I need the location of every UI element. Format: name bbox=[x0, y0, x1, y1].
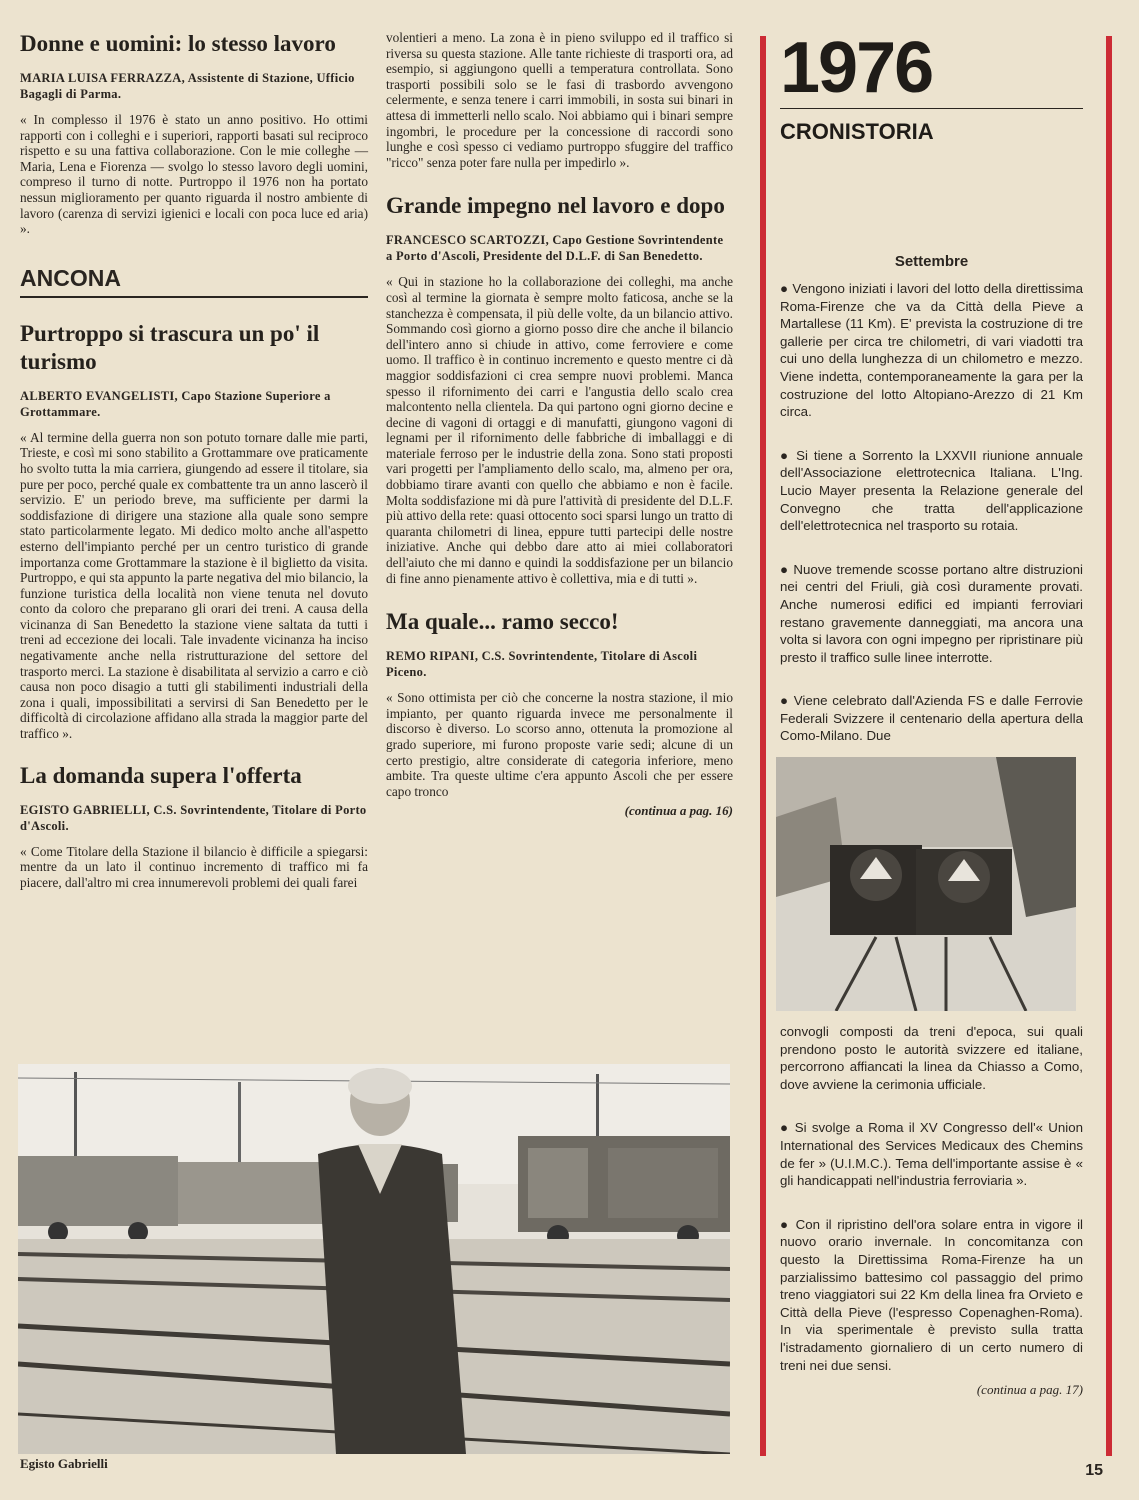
continued-note: (continua a pag. 16) bbox=[624, 803, 733, 819]
article-body: « Come Titolare della Stazione il bilancio è difficile a spiegarsi: mentre da un lato il continuo incremento di traffico mi fa piacere, dall'altro mi crea innumerevoli problemi dei quali farei bbox=[20, 843, 368, 890]
article-title: Purtroppo si trascura un po' il turismo bbox=[20, 320, 320, 374]
article-body: « In complesso il 1976 è stato un anno positivo. Ho ottimi rapporti con i colleghi e i superiori, rapporti basati sul reciproco rispetto e su una fattiva collaborazione. Con le mie colleghe — Maria, Lena e Fiorenza — svolgo lo stesso lavoro degli uomini, compreso il turno di notte. Purtroppo il 1976 non ha portato nessun miglioramento per quanto riguarda il nostro ambiente di lavoro (carenza di servizi igienici e locali con poca luce ed aria) ». bbox=[20, 112, 368, 237]
event-item: ● Con il ripristino dell'ora solare entra in vigore il nuovo orario invernale. In concomitanza con questo la Direttissima Roma-Firenze ha un parzialissimo battesimo col passaggio del primo treno viaggiatori sui 22 Km della linea fra Orvieto e Città della Pieve (l'espresso Copenaghen-Roma). In via sperimentale è previsto sulla tratta l'istradamento giornaliero di un certo numero di treni nei due sensi. bbox=[780, 1216, 1083, 1373]
article-byline: MARIA LUISA FERRAZZA, Assistente di Stazione, Ufficio Bagagli di Parma. bbox=[20, 71, 355, 101]
chronicle-sidebar bbox=[760, 28, 1112, 1456]
event-item: convogli composti da treni d'epoca, sui quali prendono posto le autorità svizzere ed italiane, percorrono affiancati la linea da Chiasso a Como, dove avviene la cerimonia ufficiale. bbox=[780, 1024, 1083, 1092]
page-number: 15 bbox=[1085, 1462, 1103, 1479]
event-item: ● Vengono iniziati i lavori del lotto della direttissima Roma-Firenze che va da Città della Pieve a Martallese (11 Km). E' prevista la costruzione di tre gallerie per circa tre chilometri, di vari viadotti tra cui uno della lunghezza di un chilometro e mezzo. Viene indetta, contemporaneamente la gara per la costruzione del lotto Altopiano-Arezzo di 21 Km circa. bbox=[780, 281, 1083, 420]
column-middle bbox=[386, 30, 733, 819]
station-photo bbox=[18, 1064, 730, 1454]
article-byline: FRANCESCO SCARTOZZI, Capo Gestione Sovrintendente a Porto d'Ascoli, Presidente del D.L.F. di San Benedetto. bbox=[386, 233, 724, 264]
article-title: Ma quale... ramo secco! bbox=[386, 609, 619, 635]
article-title: La domanda supera l'offerta bbox=[20, 762, 302, 788]
article-body: « Sono ottimista per ciò che concerne la nostra stazione, il mio impianto, per quanto riguarda invece me personalmente il discorso è diverso. Lo scorso anno, ottenuta la promozione al grado superiore, mi furono proposte varie sedi; alcune di un certo prestigio, altre considerate di categoria inferiore, meno ambite. Tra queste ultime c'era appunto Ascoli che per essere capo tronco bbox=[386, 690, 733, 799]
article-title: Donne e uomini: lo stesso lavoro bbox=[20, 31, 336, 56]
event-item: ● Viene celebrato dall'Azienda FS e dalle Ferrovie Federali Svizzere il centenario della apertura della Como-Milano. Due bbox=[780, 693, 1083, 744]
article-body: « Al termine della guerra non son potuto tornare dalle mie parti, Trieste, e così mi sono stabilito a Grottammare ove praticamente ho svolto tutta la mia carriera, giungendo ad essere il titolare, sia pure per poco, perché quale ex combattente tra un anno lascerò il servizio. E' un periodo breve, ma sufficiente per darmi la soddisfazione di dirigere una stazione alla quale sono sempre stato particolarmente legato. Mi dedico molto anche all'aspetto esterno dell'impianto perché per un centro turistico di grande importanza come Grottammare la stazione è il biglietto da visita. Purtroppo, e qui sta appunto la parte negativa del mio bilancio, la funzione turistica della località non viene tenuta nel dovuto conto da coloro che preparano gli orari dei treni. A causa della vicinanza di San Benedetto la stazione viene saltata da tutti i treni ad eccezione dei locali. Tale invadente vicinanza ha inciso negativamente anche nella ristrutturazione del settore del trasporto merci. La stazione è disabilitata al servizio a carro e ciò causa non poco disagio a tutti gli stabilimenti industriali della zona i quali, impossibilitati a servirsi di San Benedetto per le difficoltà di circolazione affidano alla strada la maggior parte del traffico ». bbox=[20, 429, 368, 742]
sidebar-heading: CRONISTORIA bbox=[780, 119, 934, 144]
steam-trains-photo bbox=[776, 757, 1076, 1011]
photo-caption: Egisto Gabrielli bbox=[20, 1456, 108, 1471]
continued-note: (continua a pag. 17) bbox=[976, 1382, 1083, 1398]
article-title: Grande impegno nel lavoro e dopo bbox=[386, 193, 725, 219]
article-byline: EGISTO GABRIELLI, C.S. Sovrintendente, Titolare di Porto d'Ascoli. bbox=[20, 802, 367, 833]
section-heading: ANCONA bbox=[20, 265, 368, 298]
event-item: ● Si tiene a Sorrento la LXXVII riunione annuale dell'Associazione elettrotecnica Italiana. L'Ing. Lucio Mayer presenta la Relazione generale del Convegno che tratta dell'applicazione dell'elettrotecnica nel trasporto su rotaia. bbox=[780, 447, 1083, 534]
divider bbox=[780, 108, 1083, 109]
event-item: ● Nuove tremende scosse portano altre distruzioni nei centri del Friuli, già così duramente provati. Anche numerosi edifici ed impianti ferroviari restano gravemente danneggiati, ma ancora una volta si lavora con ogni impegno per ripristinare più presto il traffico sulle linee interrotte. bbox=[780, 561, 1083, 665]
month-heading: Settembre bbox=[894, 253, 969, 270]
column-left bbox=[20, 30, 368, 890]
article-byline: ALBERTO EVANGELISTI, Capo Stazione Superiore a Grottammare. bbox=[20, 388, 331, 419]
article-byline: REMO RIPANI, C.S. Sovrintendente, Titolare di Ascoli Piceno. bbox=[386, 649, 698, 680]
article-body: « Qui in stazione ho la collaborazione dei colleghi, ma anche così al termine la giornata è sempre molto faticosa, anche se la stanchezza è compensata, il più delle volte, da un bilancio attivo. Sommando così giorno a giorno posso dire che anche il bilancio dell'intero anno si chiude in attivo, come ferroviere e come uomo. Il traffico è in continuo incremento e questo mentre ci dà maggior soddisfazioni ci crea sempre nuovi problemi. Manca spesso il rifornimento dei carri e l'angustia dello scalo crea malcontento nella clientela. Da qui partono ogni giorno decine e decine di vagoni di ortaggi e di manufatti, giungono vagoni di legnami per il rifornimento delle fabbriche di imballaggi e di materiale ferroso per le industrie della zona. Sono stati proposti vari progetti per l'ampliamento dello scalo, ma, almeno per ora, dobbiamo tirare avanti con quello che abbiamo e non è facile. Molta soddisfazione mi dà pure l'attività di presidente del D.L.F. più attivo della rete: quasi ottocento soci sparsi lungo un tratto di quaranta chilometri di linea, eppure tutti partecipi delle nostre iniziative. Anche qui debbo dare atto ai miei collaboratori dell'aiuto che mi danno e quindi la soddisfazione per un bilancio di fine anno pienamente attivo è collettiva, mia e di tutti ». bbox=[386, 274, 733, 586]
year-heading: 1976 bbox=[780, 28, 933, 108]
event-item: ● Si svolge a Roma il XV Congresso dell'« Union International des Services Medicaux des Chemins de fer » (U.I.M.C.). Tema dell'importante assise è « gli handicappati nell'industria ferroviaria ». bbox=[780, 1120, 1083, 1189]
article-body-continued: volentieri a meno. La zona è in pieno sviluppo ed il traffico si riversa su questa stazione. Alle tante richieste di trasporti ora, ad esempio, si aggiungono quelli a temperatura controllata. Sono trasporti possibili solo se le fasi di trasbordo avvengono celermente, e senza tenere i carri immobili, in sosta sui binari in attesa di immetterli nello scalo. Noi abbiamo qui i binari sempre ingombri, le procedure per la concessione di raccordi sono lunghe e così spesso ci vediamo purtroppo sfuggire del traffico "ricco" senza poter fare nulla per impedirlo ». bbox=[386, 30, 733, 170]
